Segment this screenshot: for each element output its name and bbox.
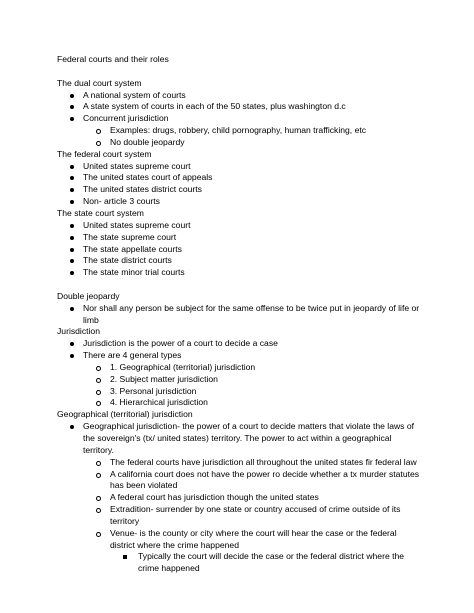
list-item: The state supreme court	[57, 232, 437, 244]
hollow-bullet-icon	[96, 401, 101, 406]
hollow-bullet-icon	[96, 473, 101, 478]
list-item: A california court does not have the power ro decide whether a tx murder statutes	[57, 469, 437, 481]
geographical-jurisdiction-heading: Geographical (territorial) jurisdiction	[57, 409, 193, 420]
list-item: The united states district courts	[57, 184, 437, 196]
list-item: 1. Geographical (territorial) jurisdiction	[57, 362, 437, 374]
bullet-icon	[70, 236, 74, 240]
bullet-icon	[70, 117, 74, 121]
bullet-icon	[70, 176, 74, 180]
list-item: No double jeopardy	[57, 137, 437, 149]
list-item: United states supreme court	[57, 161, 437, 173]
list-item: 2. Subject matter jurisdiction	[57, 374, 437, 386]
list-item: United states supreme court	[57, 220, 437, 232]
document-title: Federal courts and their roles	[57, 54, 169, 64]
list-item: The state district courts	[57, 255, 437, 267]
list-item-continuation: territory	[110, 515, 140, 526]
federal-court-heading: The federal court system	[57, 148, 152, 159]
list-item-continuation: crime happened	[138, 563, 200, 574]
list-item-continuation: limb	[83, 314, 99, 325]
list-item: Extradition- surrender by one state or country accused of crime outside of its	[57, 504, 437, 516]
list-item: Concurrent jurisdiction	[57, 113, 437, 125]
bullet-icon	[70, 224, 74, 228]
list-item: The state appellate courts	[57, 244, 437, 256]
hollow-bullet-icon	[96, 366, 101, 371]
hollow-bullet-icon	[96, 532, 101, 537]
bullet-icon	[70, 188, 74, 192]
list-item: The state minor trial courts	[57, 267, 437, 279]
bullet-icon	[70, 200, 74, 204]
list-item: Non- article 3 courts	[57, 196, 437, 208]
list-item: 3. Personal jurisdiction	[57, 386, 437, 398]
list-item: Geographical jurisdiction- the power of a court to decide matters that violate the laws of	[57, 421, 437, 433]
hollow-bullet-icon	[96, 390, 101, 395]
list-item: The federal courts have jurisdiction all throughout the united states fir federal law	[57, 457, 437, 469]
bullet-icon	[70, 271, 74, 275]
bullet-icon	[70, 105, 74, 109]
notes-body	[57, 54, 437, 575]
bullet-icon	[70, 259, 74, 263]
list-item: There are 4 general types	[57, 350, 437, 362]
list-item: Jurisdiction is the power of a court to decide a case	[57, 338, 437, 350]
square-bullet-icon	[123, 555, 127, 559]
bullet-icon	[70, 425, 74, 429]
bullet-icon	[70, 165, 74, 169]
list-item: Typically the court will decide the case or the federal district where the	[57, 551, 437, 563]
hollow-bullet-icon	[96, 129, 101, 134]
list-item-continuation: district where the crime happened	[110, 539, 239, 550]
list-item: A national system of courts	[57, 90, 437, 102]
double-jeopardy-heading: Double jeopardy	[57, 290, 120, 301]
bullet-icon	[70, 248, 74, 252]
state-court-heading: The state court system	[57, 207, 144, 218]
bullet-icon	[70, 94, 74, 98]
list-item: A state system of courts in each of the 50 states, plus washington d.c	[57, 101, 437, 113]
bullet-icon	[70, 354, 74, 358]
dual-court-heading: The dual court system	[57, 77, 142, 88]
list-item: Examples: drugs, robbery, child pornography, human trafficking, etc	[57, 125, 437, 137]
hollow-bullet-icon	[96, 461, 101, 466]
list-item-continuation: territory.	[83, 444, 114, 455]
bullet-icon	[70, 307, 74, 311]
list-item: A federal court has jurisdiction though the united states	[57, 492, 437, 504]
hollow-bullet-icon	[96, 141, 101, 146]
jurisdiction-heading: Jurisdiction	[57, 326, 100, 337]
hollow-bullet-icon	[96, 378, 101, 383]
list-item: The united states court of appeals	[57, 172, 437, 184]
list-item: Nor shall any person be subject for the same offense to be twice put in jeopardy of life or	[57, 303, 437, 315]
hollow-bullet-icon	[96, 508, 101, 513]
hollow-bullet-icon	[96, 496, 101, 501]
list-item-continuation: the sovereign's (tx/ united states) territory. The power to act within a geographical	[83, 433, 392, 443]
list-item-continuation: has been violated	[110, 480, 178, 491]
list-item: 4. Hierarchical jurisdiction	[57, 397, 437, 409]
list-item: Venue- is the county or city where the court will hear the case or the federal	[57, 528, 437, 540]
bullet-icon	[70, 342, 74, 346]
